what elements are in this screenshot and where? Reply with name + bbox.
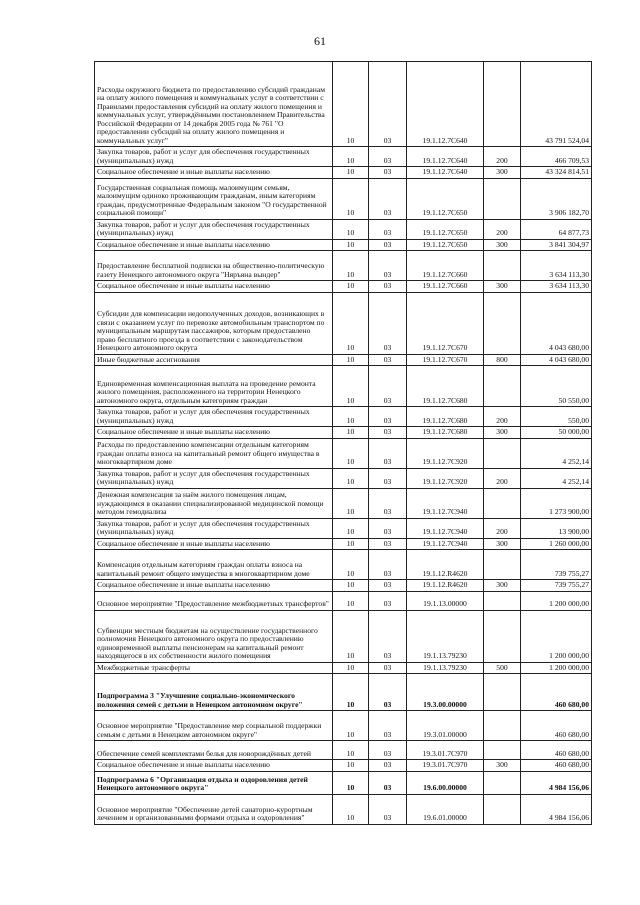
table-row (95, 178, 592, 219)
row-expense-type (484, 741, 521, 760)
row-target-code: 19.1.13.79230 (407, 662, 484, 674)
table-row (95, 760, 592, 772)
row-section: 10 (333, 794, 369, 824)
row-expense-type: 300 (484, 167, 521, 179)
row-target-code: 19.1.13.00000 (407, 591, 484, 610)
row-section: 10 (333, 711, 369, 741)
row-name: Расходы по предоставлению компенсации отдельным категориям граждан оплаты взноса на капитальный ремонт общего имущества в многоквартирном доме (95, 438, 333, 468)
row-target-code: 19.1.12.R4620 (407, 550, 484, 580)
row-subsection: 03 (369, 662, 407, 674)
row-name: Закупка товаров, работ и услуг для обеспечения государственных (муниципальных) нужд (95, 468, 333, 488)
row-amount: 50 000,00 (521, 427, 592, 439)
row-section: 10 (333, 62, 369, 147)
row-name: Расходы окружного бюджета по предоставлению субсидий гражданам на оплату жилого помещения и коммунальных услуг в соответствии с Правилами предоставления субсидий на оплату жилого помещения и коммунальных услуг, утверждёнными постановлением Правительства Российской Федерации от 14 декабря 2005 года № 761 "О предоставлении субсидий на оплату жилого помещения и коммунальных услуг" (95, 62, 333, 147)
row-section: 10 (333, 591, 369, 610)
row-amount: 3 841 304,97 (521, 239, 592, 251)
row-expense-type: 200 (484, 219, 521, 239)
row-amount: 4 043 680,00 (521, 354, 592, 366)
row-name: Закупка товаров, работ и услуг для обеспечения государственных (муниципальных) нужд (95, 219, 333, 239)
row-name: Субсидии для компенсации недополученных доходов, возникающих в связи с оказанием услуг по перевозке автомобильным транспортом по муниципальным маршрутам пассажиров, которым предоставлено право бесплатного проезда в соответствии с законодательством Ненецкого автономного округа (95, 292, 333, 354)
table-row (95, 438, 592, 468)
row-subsection: 03 (369, 62, 407, 147)
row-name: Социальное обеспечение и иные выплаты населению (95, 427, 333, 439)
row-section: 10 (333, 366, 369, 407)
table-row (95, 219, 592, 239)
row-expense-type (484, 292, 521, 354)
table-row (95, 550, 592, 580)
row-amount: 4 984 156,06 (521, 794, 592, 824)
row-section: 10 (333, 438, 369, 468)
row-expense-type: 300 (484, 239, 521, 251)
row-expense-type (484, 62, 521, 147)
row-target-code: 19.3.01.7С970 (407, 741, 484, 760)
row-name: Предоставление бесплатной подписки на общественно-политическую газету Ненецкого автономного округа "Няръяна вындер" (95, 251, 333, 281)
row-section: 10 (333, 354, 369, 366)
row-target-code: 19.1.12.7С670 (407, 354, 484, 366)
row-amount: 1 273 900,00 (521, 488, 592, 518)
row-target-code: 19.1.12.7С680 (407, 407, 484, 427)
table-row (95, 771, 592, 794)
row-expense-type: 500 (484, 662, 521, 674)
table-row (95, 281, 592, 293)
row-section: 10 (333, 674, 369, 711)
row-expense-type: 200 (484, 518, 521, 538)
row-expense-type (484, 591, 521, 610)
table-row (95, 167, 592, 179)
row-expense-type (484, 178, 521, 219)
row-section: 10 (333, 771, 369, 794)
row-target-code: 19.1.13.79230 (407, 610, 484, 662)
row-subsection: 03 (369, 518, 407, 538)
row-expense-type (484, 366, 521, 407)
table-row (95, 468, 592, 488)
row-target-code: 19.1.12.7С650 (407, 219, 484, 239)
row-target-code: 19.3.01.7С970 (407, 760, 484, 772)
row-amount: 13 900,00 (521, 518, 592, 538)
row-subsection: 03 (369, 147, 407, 167)
row-expense-type (484, 550, 521, 580)
row-section: 10 (333, 610, 369, 662)
row-name: Социальное обеспечение и иные выплаты населению (95, 239, 333, 251)
row-section: 10 (333, 760, 369, 772)
row-name: Денежная компенсация за наём жилого помещения лицам, нуждающимся в оказании специализированной медицинской помощи методом гемодиализа (95, 488, 333, 518)
row-section: 10 (333, 427, 369, 439)
row-name: Подпрограмма 3 "Улучшение социально-экономического положения семей с детьми в Ненецком автономном округе" (95, 674, 333, 711)
row-target-code: 19.1.12.7С940 (407, 518, 484, 538)
row-target-code: 19.1.12.7С640 (407, 167, 484, 179)
row-target-code: 19.1.12.7С680 (407, 427, 484, 439)
row-section: 10 (333, 251, 369, 281)
row-subsection: 03 (369, 292, 407, 354)
row-subsection: 03 (369, 427, 407, 439)
row-amount: 4 252,14 (521, 468, 592, 488)
table-row (95, 538, 592, 550)
row-expense-type (484, 771, 521, 794)
row-amount: 4 984 156,06 (521, 771, 592, 794)
row-subsection: 03 (369, 580, 407, 592)
row-section: 10 (333, 219, 369, 239)
row-name: Закупка товаров, работ и услуг для обеспечения государственных (муниципальных) нужд (95, 147, 333, 167)
row-name: Социальное обеспечение и иные выплаты населению (95, 760, 333, 772)
row-target-code: 19.1.12.7С680 (407, 366, 484, 407)
row-name: Единовременная компенсационная выплата на проведение ремонта жилого помещения, расположенного на территории Ненецкого автономного округа, отдельным категориям граждан (95, 366, 333, 407)
row-amount: 1 200 000,00 (521, 662, 592, 674)
row-subsection: 03 (369, 281, 407, 293)
row-subsection: 03 (369, 711, 407, 741)
row-subsection: 03 (369, 771, 407, 794)
row-subsection: 03 (369, 178, 407, 219)
row-subsection: 03 (369, 538, 407, 550)
row-name: Обеспечение семей комплектами белья для новорождённых детей (95, 741, 333, 760)
row-section: 10 (333, 407, 369, 427)
row-subsection: 03 (369, 407, 407, 427)
table-row (95, 62, 592, 147)
row-name: Закупка товаров, работ и услуг для обеспечения государственных (муниципальных) нужд (95, 407, 333, 427)
row-target-code: 19.1.12.7С940 (407, 488, 484, 518)
row-amount: 466 709,53 (521, 147, 592, 167)
table-row (95, 662, 592, 674)
row-expense-type: 300 (484, 760, 521, 772)
row-target-code: 19.1.12.7С650 (407, 178, 484, 219)
row-name: Субвенции местным бюджетам на осуществление государственного полномочия Ненецкого автономного округа по предоставлению единовременной выплаты пенсионерам на капитальный ремонт находящегося в их собственности жилого помещения (95, 610, 333, 662)
row-section: 10 (333, 518, 369, 538)
row-subsection: 03 (369, 366, 407, 407)
row-target-code: 19.3.00.00000 (407, 674, 484, 711)
row-amount: 43 324 814,51 (521, 167, 592, 179)
row-expense-type (484, 438, 521, 468)
row-section: 10 (333, 488, 369, 518)
row-subsection: 03 (369, 239, 407, 251)
row-target-code: 19.1.12.7С640 (407, 147, 484, 167)
table-row (95, 488, 592, 518)
table-row (95, 292, 592, 354)
budget-table (94, 61, 592, 825)
table-row (95, 674, 592, 711)
row-expense-type (484, 488, 521, 518)
row-expense-type: 200 (484, 147, 521, 167)
row-target-code: 19.1.12.7С660 (407, 281, 484, 293)
row-name: Основное мероприятие "Предоставление мер социальной поддержки семьям с детьми в Ненецком автономном округе" (95, 711, 333, 741)
row-subsection: 03 (369, 468, 407, 488)
row-name: Социальное обеспечение и иные выплаты населению (95, 580, 333, 592)
row-expense-type: 300 (484, 281, 521, 293)
row-target-code: 19.6.01.00000 (407, 794, 484, 824)
table-row (95, 711, 592, 741)
table-row (95, 239, 592, 251)
row-amount: 43 791 524,04 (521, 62, 592, 147)
row-section: 10 (333, 662, 369, 674)
row-section: 10 (333, 550, 369, 580)
row-target-code: 19.1.12.7С940 (407, 538, 484, 550)
row-name: Закупка товаров, работ и услуг для обеспечения государственных (муниципальных) нужд (95, 518, 333, 538)
row-expense-type: 800 (484, 354, 521, 366)
table-row (95, 741, 592, 760)
row-target-code: 19.1.12.7С650 (407, 239, 484, 251)
row-name: Межбюджетные трансферты (95, 662, 333, 674)
row-expense-type: 200 (484, 407, 521, 427)
table-row (95, 580, 592, 592)
row-subsection: 03 (369, 438, 407, 468)
row-expense-type (484, 794, 521, 824)
table-row (95, 366, 592, 407)
row-subsection: 03 (369, 251, 407, 281)
row-amount: 460 680,00 (521, 711, 592, 741)
row-section: 10 (333, 147, 369, 167)
row-amount: 460 680,00 (521, 674, 592, 711)
row-name: Социальное обеспечение и иные выплаты населению (95, 538, 333, 550)
row-subsection: 03 (369, 167, 407, 179)
table-row (95, 591, 592, 610)
row-section: 10 (333, 239, 369, 251)
row-subsection: 03 (369, 741, 407, 760)
row-expense-type: 200 (484, 468, 521, 488)
row-name: Государственная социальная помощь малоимущим семьям, малоимущим одиноко проживающим гражданам, иным категориям граждан, предусмотренные Федеральным законом "О государственной социальной помощи" (95, 178, 333, 219)
table-row (95, 147, 592, 167)
row-amount: 50 550,00 (521, 366, 592, 407)
row-expense-type: 300 (484, 538, 521, 550)
row-amount: 460 680,00 (521, 760, 592, 772)
row-amount: 460 680,00 (521, 741, 592, 760)
row-name: Основное мероприятие "Предоставление межбюджетных трансфертов" (95, 591, 333, 610)
row-section: 10 (333, 468, 369, 488)
row-target-code: 19.1.12.7С920 (407, 468, 484, 488)
row-target-code: 19.1.12.R4620 (407, 580, 484, 592)
table-row (95, 407, 592, 427)
row-amount: 1 200 000,00 (521, 591, 592, 610)
row-subsection: 03 (369, 219, 407, 239)
row-target-code: 19.1.12.7С640 (407, 62, 484, 147)
row-amount: 1 200 000,00 (521, 610, 592, 662)
row-section: 10 (333, 281, 369, 293)
table-row (95, 251, 592, 281)
row-amount: 64 877,73 (521, 219, 592, 239)
row-expense-type (484, 610, 521, 662)
row-amount: 739 755,27 (521, 580, 592, 592)
row-amount: 739 755,27 (521, 550, 592, 580)
row-name: Социальное обеспечение и иные выплаты населению (95, 167, 333, 179)
budget-table-body (95, 62, 592, 825)
row-subsection: 03 (369, 550, 407, 580)
row-name: Подпрограмма 6 "Организация отдыха и оздоровления детей Ненецкого автономного округа" (95, 771, 333, 794)
table-row (95, 354, 592, 366)
row-section: 10 (333, 178, 369, 219)
page-number: 61 (314, 34, 326, 48)
row-subsection: 03 (369, 354, 407, 366)
row-section: 10 (333, 580, 369, 592)
row-name: Компенсация отдельным категориям граждан оплаты взноса на капитальный ремонт общего имущества в многоквартирном доме (95, 550, 333, 580)
row-subsection: 03 (369, 760, 407, 772)
row-target-code: 19.1.12.7С920 (407, 438, 484, 468)
row-expense-type: 300 (484, 427, 521, 439)
row-amount: 4 043 680,00 (521, 292, 592, 354)
row-amount: 550,00 (521, 407, 592, 427)
row-expense-type: 300 (484, 580, 521, 592)
row-amount: 3 906 182,70 (521, 178, 592, 219)
row-name: Социальное обеспечение и иные выплаты населению (95, 281, 333, 293)
table-row (95, 610, 592, 662)
row-subsection: 03 (369, 488, 407, 518)
row-subsection: 03 (369, 674, 407, 711)
table-row (95, 427, 592, 439)
row-subsection: 03 (369, 610, 407, 662)
row-target-code: 19.1.12.7С660 (407, 251, 484, 281)
row-subsection: 03 (369, 591, 407, 610)
row-section: 10 (333, 741, 369, 760)
row-expense-type (484, 251, 521, 281)
table-row (95, 518, 592, 538)
row-name: Иные бюджетные ассигнования (95, 354, 333, 366)
row-amount: 3 634 113,30 (521, 251, 592, 281)
row-amount: 1 260 000,00 (521, 538, 592, 550)
row-section: 10 (333, 167, 369, 179)
row-target-code: 19.3.01.00000 (407, 711, 484, 741)
row-section: 10 (333, 292, 369, 354)
table-row (95, 794, 592, 824)
row-name: Основное мероприятие "Обеспечение детей санаторно-курортным лечением и организованными формами отдыха и оздоровления" (95, 794, 333, 824)
row-amount: 3 634 113,30 (521, 281, 592, 293)
row-target-code: 19.1.12.7С670 (407, 292, 484, 354)
row-amount: 4 252,14 (521, 438, 592, 468)
row-expense-type (484, 674, 521, 711)
row-section: 10 (333, 538, 369, 550)
row-target-code: 19.6.00.00000 (407, 771, 484, 794)
row-subsection: 03 (369, 794, 407, 824)
row-expense-type (484, 711, 521, 741)
